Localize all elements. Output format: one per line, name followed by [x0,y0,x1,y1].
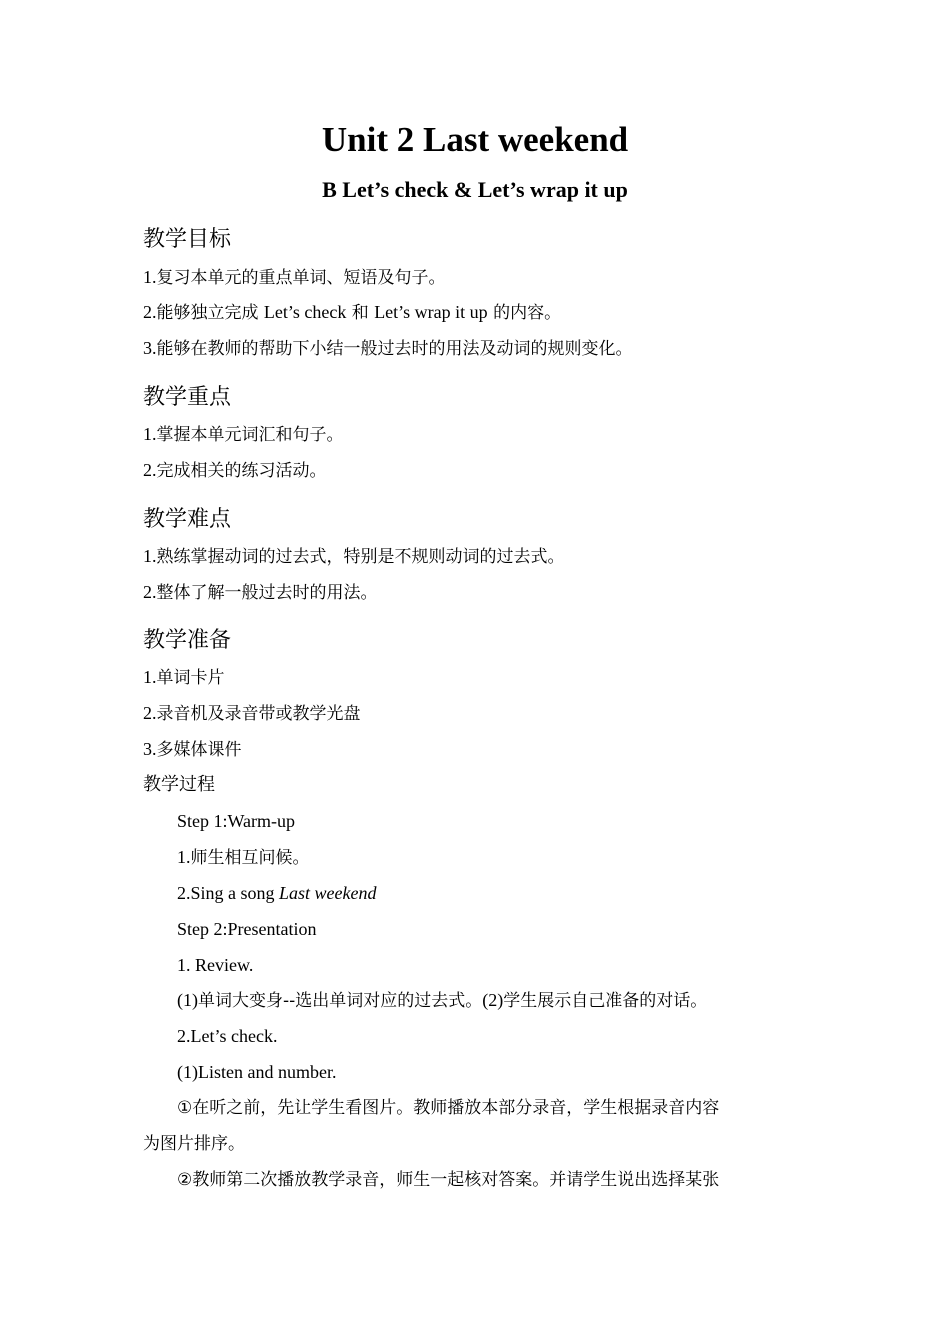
step-heading: Step 2:Presentation [177,919,317,939]
item-number: 2. [143,703,157,723]
objective-item [143,299,561,326]
paragraph-line: ②教师第二次播放教学录音，师生一起核对答案。并请学生说出选择某张 [177,1170,720,1190]
item-number: 1. [143,546,157,566]
song-title: Last weekend [279,883,377,903]
item-text: 和 [346,303,375,323]
item-text: 掌握本单元词汇和句子。 [156,425,344,445]
item-number: 2. [143,582,157,602]
page-subtitle: B Let’s check & Let’s wrap it up [322,177,628,202]
objective-item [143,264,446,291]
objective-item [143,335,633,362]
step-heading: Step 1:Warm-up [177,811,296,831]
item-text: 熟练掌握动词的过去式，特别是不规则动词的过去式。 [156,547,565,567]
item-text: 的内容。 [487,303,562,323]
item-number: (2) [482,990,504,1010]
item-text-english: Let’s wrap it up [374,302,488,322]
page-title: Unit 2 Last weekend [321,120,629,159]
paragraph-line: ①在听之前，先让学生看图片。教师播放本部分录音，学生根据录音内容 [177,1098,720,1118]
item-text: 单词大变身--选出单词对应的过去式。 [198,991,483,1011]
key-point-item [143,457,327,484]
item-number: 1. [143,424,157,444]
section-heading-difficulties: 教学难点 [143,507,232,532]
section-heading-process: 教学过程 [143,774,215,795]
preparation-item [143,736,242,763]
section-heading-key-points: 教学重点 [143,385,232,410]
difficulty-item [143,579,378,606]
item-number: 1. [143,667,157,687]
item-text-english: Let’s check [263,302,347,322]
item-number: 1. [177,847,191,867]
section-heading-objectives: 教学目标 [143,227,232,252]
process-item: 1. Review. [177,955,254,975]
item-number: 3. [143,338,157,358]
item-text: 复习本单元的重点单词、短语及句子。 [156,268,446,288]
item-text: 2.Sing a song [177,883,280,903]
item-number: 3. [143,739,157,759]
item-text: 整体了解一般过去时的用法。 [156,583,378,603]
preparation-item [143,700,361,727]
item-number: 1. [143,267,157,287]
item-text: 多媒体课件 [156,740,242,760]
section-heading-preparation: 教学准备 [143,628,232,653]
key-point-item [143,421,344,448]
process-item: (1)Listen and number. [177,1062,337,1082]
process-item [177,987,707,1014]
item-text: 录音机及录音带或教学光盘 [156,704,361,724]
item-text: 单词卡片 [156,668,225,688]
paragraph-line: 为图片排序。 [143,1134,245,1154]
process-item [177,880,377,906]
item-text: 能够在教师的帮助下小结一般过去时的用法及动词的规则变化。 [156,339,633,359]
item-text: 能够独立完成 [156,303,264,323]
item-text: 完成相关的练习活动。 [156,461,327,481]
item-text: 师生相互问候。 [190,848,310,868]
item-number: (1) [177,990,198,1010]
process-item [177,844,310,871]
item-number: 2. [143,460,157,480]
difficulty-item [143,543,565,570]
preparation-item [143,664,225,691]
item-text: 学生展示自己准备的对话。 [503,991,708,1011]
item-number: 2. [143,302,157,322]
process-item: 2.Let’s check. [177,1026,278,1046]
